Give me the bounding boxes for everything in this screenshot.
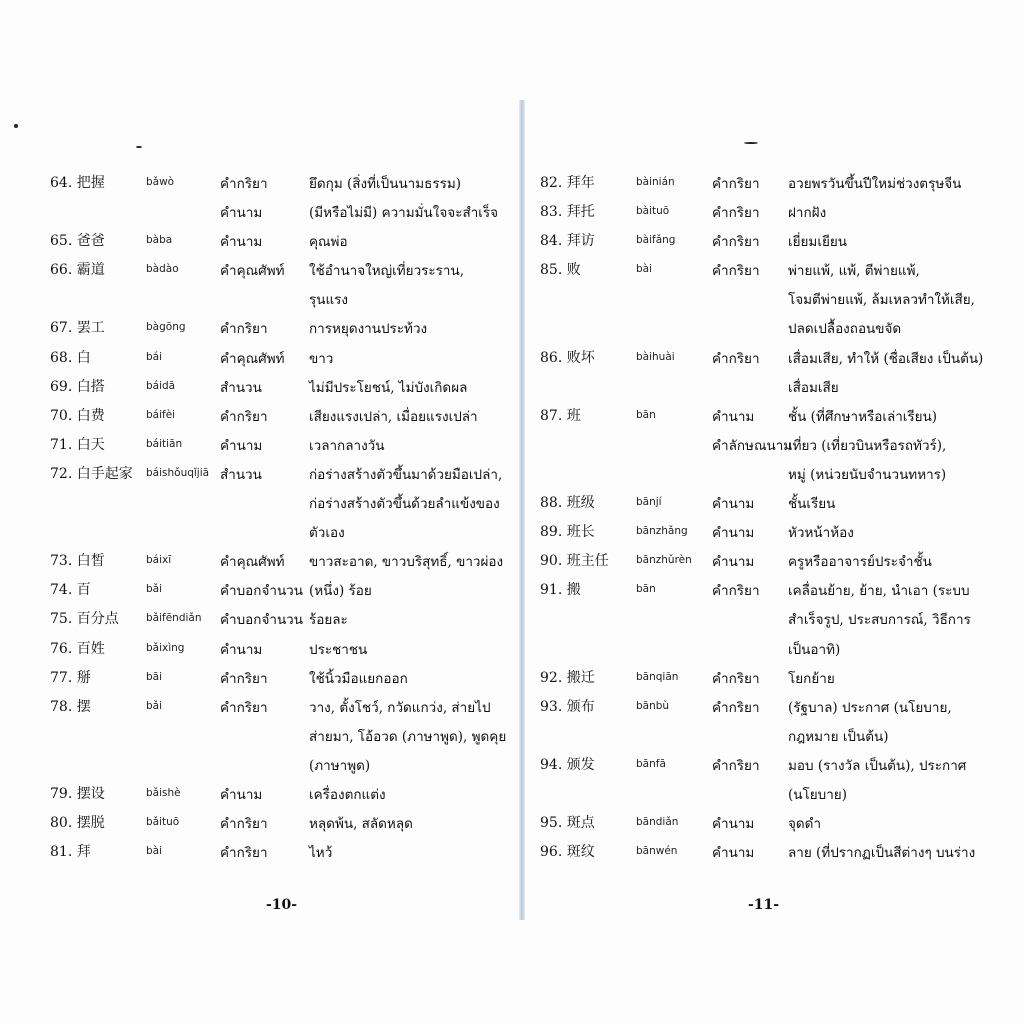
ink-speck bbox=[744, 142, 758, 144]
entry-pinyin: bānqiān bbox=[636, 670, 679, 683]
ink-speck bbox=[136, 146, 142, 148]
dictionary-entry-row bbox=[50, 692, 505, 721]
entry-part-of-speech: คำกริยา bbox=[712, 757, 760, 774]
dictionary-entry-row bbox=[540, 750, 1010, 779]
entry-number-headword: 91. 搬 bbox=[540, 582, 581, 599]
entry-meaning: (มีหรือไม่มี) ความมั่นใจจะสำเร็จ bbox=[309, 205, 499, 222]
entry-meaning: เคลื่อนย้าย, ย้าย, นำเอา (ระบบ bbox=[788, 583, 970, 600]
entry-pinyin: bàihuài bbox=[636, 350, 675, 363]
entry-number-headword: 96. 斑纹 bbox=[540, 844, 595, 861]
entry-meaning: ฝากฝัง bbox=[788, 205, 827, 222]
dictionary-entry-row bbox=[50, 197, 505, 226]
entry-pinyin: bàba bbox=[146, 234, 173, 247]
entry-part-of-speech: คำกริยา bbox=[220, 670, 268, 687]
entry-meaning: เป็นอาทิ) bbox=[788, 641, 841, 658]
entry-meaning: โยกย้าย bbox=[788, 670, 835, 687]
entry-number-headword: 71. 白天 bbox=[50, 436, 105, 453]
entry-number-headword: 84. 拜访 bbox=[540, 233, 595, 250]
entry-meaning: ครูหรืออาจารย์ประจำชั้น bbox=[788, 554, 932, 571]
entry-pinyin: bǎishè bbox=[146, 786, 181, 799]
entry-meaning: พ่ายแพ้, แพ้, ตีพ่ายแพ้, bbox=[788, 263, 920, 280]
entry-meaning: เสียงแรงเปล่า, เมื่อยแรงเปล่า bbox=[309, 408, 478, 425]
entry-part-of-speech: คำนาม bbox=[712, 525, 755, 542]
entry-number-headword: 66. 霸道 bbox=[50, 262, 105, 279]
dictionary-entry-row bbox=[50, 343, 505, 372]
left-page bbox=[50, 168, 505, 866]
entry-part-of-speech: สำนวน bbox=[220, 379, 262, 396]
dictionary-entry-row bbox=[50, 575, 505, 604]
entry-number-headword: 79. 摆设 bbox=[50, 785, 105, 802]
entry-pinyin: bàifǎng bbox=[636, 234, 676, 247]
entry-part-of-speech: คำบอกจำนวน bbox=[220, 612, 303, 629]
entry-meaning: การหยุดงานประท้วง bbox=[309, 321, 428, 338]
entry-pinyin: bānzhǔrèn bbox=[636, 554, 692, 567]
dictionary-entry-row bbox=[540, 488, 1010, 517]
entry-meaning: ปลดเปลื้องถอนขจัด bbox=[788, 321, 902, 338]
dictionary-entry-row bbox=[540, 663, 1010, 692]
dictionary-entry-row bbox=[540, 401, 1010, 430]
entry-pinyin: bān bbox=[636, 408, 656, 421]
entry-meaning: หลุดพ้น, สลัดหลุด bbox=[309, 816, 413, 833]
entry-part-of-speech: คำกริยา bbox=[712, 176, 760, 192]
dictionary-entry-row bbox=[540, 197, 1010, 226]
entry-part-of-speech: คำลักษณนาม bbox=[712, 437, 793, 454]
entry-number-headword: 89. 班长 bbox=[540, 524, 595, 541]
entry-part-of-speech: คำนาม bbox=[712, 408, 755, 425]
dictionary-entry-row bbox=[50, 517, 505, 546]
dictionary-entry-row bbox=[540, 313, 1010, 342]
dictionary-entry-row bbox=[540, 226, 1010, 255]
entry-part-of-speech: สำนวน bbox=[220, 466, 262, 483]
entry-meaning: คุณพ่อ bbox=[309, 234, 348, 251]
page-number-left: -10- bbox=[266, 897, 298, 913]
entry-number-headword: 92. 搬迁 bbox=[540, 669, 595, 686]
entry-meaning: หัวหน้าห้อง bbox=[788, 525, 854, 542]
entry-part-of-speech: คำนาม bbox=[220, 205, 263, 222]
entry-meaning: หมู่ (หน่วยนับจำนวนทหาร) bbox=[788, 466, 947, 483]
entry-meaning: รุนแรง bbox=[309, 292, 349, 309]
entry-meaning: ชั้นเรียน bbox=[788, 496, 836, 513]
entry-pinyin: bǎituō bbox=[146, 816, 180, 829]
entry-pinyin: bānjí bbox=[636, 496, 662, 509]
entry-part-of-speech: คำกริยา bbox=[712, 670, 760, 687]
entry-number-headword: 93. 颁布 bbox=[540, 698, 595, 715]
entry-number-headword: 77. 掰 bbox=[50, 669, 91, 686]
entry-part-of-speech: คำนาม bbox=[712, 816, 755, 833]
entry-number-headword: 78. 摆 bbox=[50, 698, 91, 715]
dictionary-entry-row bbox=[540, 372, 1010, 401]
entry-part-of-speech: คำบอกจำนวน bbox=[220, 583, 303, 600]
entry-meaning: อวยพรวันขึ้นปีใหม่ช่วงตรุษจีน bbox=[788, 176, 962, 192]
entry-pinyin: bǎi bbox=[146, 699, 163, 712]
dictionary-entry-row bbox=[540, 604, 1010, 633]
entry-meaning: มอบ (รางวัล เป็นต้น), ประกาศ bbox=[788, 757, 967, 774]
entry-pinyin: bānfā bbox=[636, 757, 666, 770]
entry-number-headword: 65. 爸爸 bbox=[50, 233, 105, 250]
right-page bbox=[540, 168, 1010, 866]
dictionary-entry-row bbox=[50, 401, 505, 430]
entry-pinyin: bǎifēndiǎn bbox=[146, 612, 202, 625]
dictionary-entry-row bbox=[50, 226, 505, 255]
entry-part-of-speech: คำกริยา bbox=[712, 205, 760, 222]
entry-meaning: ชั้น (ที่ศึกษาหรือเล่าเรียน) bbox=[788, 408, 938, 425]
entry-meaning: ลาย (ที่ปรากฏเป็นสีต่างๆ บนร่าง bbox=[788, 845, 976, 862]
dictionary-entry-row bbox=[540, 284, 1010, 313]
dictionary-entry-row bbox=[540, 692, 1010, 721]
entry-number-headword: 95. 斑点 bbox=[540, 815, 595, 832]
entry-pinyin: báixī bbox=[146, 554, 172, 567]
dictionary-entry-row bbox=[50, 430, 505, 459]
entry-part-of-speech: คำกริยา bbox=[712, 263, 760, 280]
entry-meaning: ไหว้ bbox=[309, 845, 333, 862]
dictionary-entry-row bbox=[540, 721, 1010, 750]
entry-meaning: เครื่องตกแต่ง bbox=[309, 786, 386, 803]
entry-part-of-speech: คำคุณศัพท์ bbox=[220, 263, 285, 280]
entry-meaning: โจมตีพ่ายแพ้, ล้มเหลวทำให้เสีย, bbox=[788, 292, 975, 309]
entry-meaning: เที่ยว (เที่ยวบินหรือรถทัวร์), bbox=[788, 437, 947, 454]
dictionary-entry-row bbox=[540, 168, 1010, 197]
entry-meaning: ไม่มีประโยชน์, ไม่บังเกิดผล bbox=[309, 379, 468, 396]
dictionary-entry-row bbox=[50, 634, 505, 663]
entry-part-of-speech: คำกริยา bbox=[712, 583, 760, 600]
entry-pinyin: bāndiǎn bbox=[636, 816, 679, 829]
entry-part-of-speech: คำกริยา bbox=[220, 321, 268, 338]
entry-meaning: จุดดำ bbox=[788, 816, 822, 833]
entry-part-of-speech: คำคุณศัพท์ bbox=[220, 554, 285, 571]
entry-meaning: เวลากลางวัน bbox=[309, 437, 385, 454]
entry-part-of-speech: คำกริยา bbox=[220, 699, 268, 716]
entry-pinyin: báifèi bbox=[146, 408, 176, 421]
entry-part-of-speech: คำกริยา bbox=[220, 845, 268, 862]
dictionary-entry-row bbox=[50, 808, 505, 837]
dictionary-entry-row bbox=[50, 284, 505, 313]
entry-meaning: เสื่อมเสีย bbox=[788, 379, 839, 396]
ink-speck bbox=[14, 124, 18, 128]
entry-meaning: วาง, ตั้งโชว์, กวัดแกว่ง, ส่ายไป bbox=[309, 699, 491, 716]
entry-pinyin: bái bbox=[146, 350, 163, 363]
dictionary-entry-row bbox=[540, 575, 1010, 604]
dictionary-entry-row bbox=[540, 779, 1010, 808]
entry-number-headword: 86. 败坏 bbox=[540, 349, 595, 366]
entry-number-headword: 94. 颁发 bbox=[540, 756, 595, 773]
entry-pinyin: báidā bbox=[146, 379, 176, 392]
dictionary-entry-row bbox=[540, 430, 1010, 459]
entry-number-headword: 85. 败 bbox=[540, 262, 581, 279]
dictionary-entry-row bbox=[50, 168, 505, 197]
entry-part-of-speech: คำนาม bbox=[712, 554, 755, 571]
entry-pinyin: bài bbox=[636, 263, 653, 276]
entry-number-headword: 70. 白费 bbox=[50, 407, 105, 424]
entry-part-of-speech: คำนาม bbox=[220, 786, 263, 803]
entry-part-of-speech: คำกริยา bbox=[220, 816, 268, 833]
dictionary-entry-row bbox=[540, 837, 1010, 866]
entry-pinyin: bàgōng bbox=[146, 321, 186, 334]
book-gutter bbox=[519, 100, 525, 920]
entry-meaning: ก่อร่างสร้างตัวขึ้นมาด้วยมือเปล่า, bbox=[309, 466, 503, 483]
entry-meaning: (นโยบาย) bbox=[788, 786, 847, 803]
entry-meaning: ประชาชน bbox=[309, 641, 368, 658]
dictionary-entry-row bbox=[540, 459, 1010, 488]
entry-number-headword: 87. 班 bbox=[540, 407, 581, 424]
entry-number-headword: 76. 百姓 bbox=[50, 640, 105, 657]
entry-meaning: ใช้นิ้วมือแยกออก bbox=[309, 670, 408, 687]
entry-number-headword: 69. 白搭 bbox=[50, 378, 105, 395]
entry-number-headword: 83. 拜托 bbox=[540, 204, 595, 221]
dictionary-entry-row bbox=[50, 255, 505, 284]
entry-pinyin: bāi bbox=[146, 670, 163, 683]
entry-meaning: ยึดกุม (สิ่งที่เป็นนามธรรม) bbox=[309, 176, 462, 192]
dictionary-entry-row bbox=[540, 634, 1010, 663]
dictionary-entry-row bbox=[50, 663, 505, 692]
entry-part-of-speech: คำคุณศัพท์ bbox=[220, 350, 285, 367]
entry-number-headword: 75. 百分点 bbox=[50, 611, 119, 628]
entry-part-of-speech: คำนาม bbox=[220, 234, 263, 251]
entry-pinyin: bǎi bbox=[146, 583, 163, 596]
entry-meaning: ใช้อำนาจใหญ่เที่ยวระราน, bbox=[309, 263, 465, 280]
entry-part-of-speech: คำกริยา bbox=[712, 699, 760, 716]
entry-number-headword: 88. 班级 bbox=[540, 495, 595, 512]
dictionary-entry-row bbox=[540, 255, 1010, 284]
entry-number-headword: 82. 拜年 bbox=[540, 175, 595, 191]
entry-pinyin: bàdào bbox=[146, 263, 179, 276]
entry-number-headword: 72. 白手起家 bbox=[50, 465, 133, 482]
entry-part-of-speech: คำกริยา bbox=[712, 350, 760, 367]
entry-meaning: เสื่อมเสีย, ทำให้ (ชื่อเสียง เป็นต้น) bbox=[788, 350, 984, 367]
dictionary-entry-row bbox=[50, 779, 505, 808]
entry-pinyin: bài bbox=[146, 845, 163, 858]
entry-number-headword: 64. 把握 bbox=[50, 175, 105, 191]
entry-meaning: (ภาษาพูด) bbox=[309, 757, 371, 774]
entry-meaning: ขาวสะอาด, ขาวบริสุทธิ์, ขาวผ่อง bbox=[309, 554, 504, 571]
entry-pinyin: bānbù bbox=[636, 699, 670, 712]
entry-meaning: สำเร็จรูป, ประสบการณ์, วิธีการ bbox=[788, 612, 971, 629]
entry-meaning: ขาว bbox=[309, 350, 334, 367]
entry-part-of-speech: คำนาม bbox=[220, 437, 263, 454]
entry-pinyin: bānwén bbox=[636, 845, 678, 858]
page-number-right: -11- bbox=[748, 897, 780, 913]
entry-number-headword: 67. 罢工 bbox=[50, 320, 105, 337]
entry-pinyin: bǎwò bbox=[146, 176, 175, 188]
entry-part-of-speech: คำกริยา bbox=[712, 234, 760, 251]
entry-number-headword: 81. 拜 bbox=[50, 844, 91, 861]
entry-meaning: ส่ายมา, โอ้อวด (ภาษาพูด), พูดคุย bbox=[309, 728, 507, 745]
entry-meaning: เยี่ยมเยียน bbox=[788, 234, 847, 251]
dictionary-entry-row bbox=[50, 604, 505, 633]
entry-number-headword: 68. 白 bbox=[50, 349, 91, 366]
entry-part-of-speech: คำกริยา bbox=[220, 176, 268, 192]
dictionary-entry-row bbox=[50, 459, 505, 488]
dictionary-entry-row bbox=[50, 750, 505, 779]
dictionary-entry-row bbox=[540, 343, 1010, 372]
entry-meaning: ก่อร่างสร้างตัวขึ้นด้วยลำแข้งของ bbox=[309, 496, 500, 513]
entry-meaning: กฎหมาย เป็นต้น) bbox=[788, 728, 889, 745]
entry-number-headword: 74. 百 bbox=[50, 582, 91, 599]
dictionary-entry-row bbox=[540, 808, 1010, 837]
dictionary-entry-row bbox=[540, 517, 1010, 546]
entry-meaning: (รัฐบาล) ประกาศ (นโยบาย, bbox=[788, 699, 952, 716]
dictionary-entry-row bbox=[50, 721, 505, 750]
entry-part-of-speech: คำนาม bbox=[220, 641, 263, 658]
entry-part-of-speech: คำนาม bbox=[712, 496, 755, 513]
entry-meaning: ตัวเอง bbox=[309, 525, 345, 542]
entry-pinyin: bān bbox=[636, 583, 656, 596]
dictionary-entry-row bbox=[50, 488, 505, 517]
entry-meaning: (หนึ่ง) ร้อย bbox=[309, 583, 372, 600]
entry-pinyin: bàinián bbox=[636, 176, 675, 188]
entry-part-of-speech: คำกริยา bbox=[220, 408, 268, 425]
entry-pinyin: bàituō bbox=[636, 205, 670, 218]
dictionary-entry-row bbox=[50, 546, 505, 575]
entry-pinyin: báishǒuqǐjiā bbox=[146, 466, 210, 479]
entry-pinyin: bānzhǎng bbox=[636, 525, 688, 538]
entry-meaning: ร้อยละ bbox=[309, 612, 348, 629]
entry-number-headword: 80. 摆脱 bbox=[50, 815, 105, 832]
entry-number-headword: 73. 白皙 bbox=[50, 553, 105, 570]
dictionary-entry-row bbox=[540, 546, 1010, 575]
entry-part-of-speech: คำนาม bbox=[712, 845, 755, 862]
dictionary-entry-row bbox=[50, 837, 505, 866]
entry-pinyin: báitiān bbox=[146, 437, 183, 450]
entry-number-headword: 90. 班主任 bbox=[540, 553, 609, 570]
dictionary-entry-row bbox=[50, 372, 505, 401]
entry-pinyin: bǎixìng bbox=[146, 641, 185, 654]
dictionary-entry-row bbox=[50, 313, 505, 342]
